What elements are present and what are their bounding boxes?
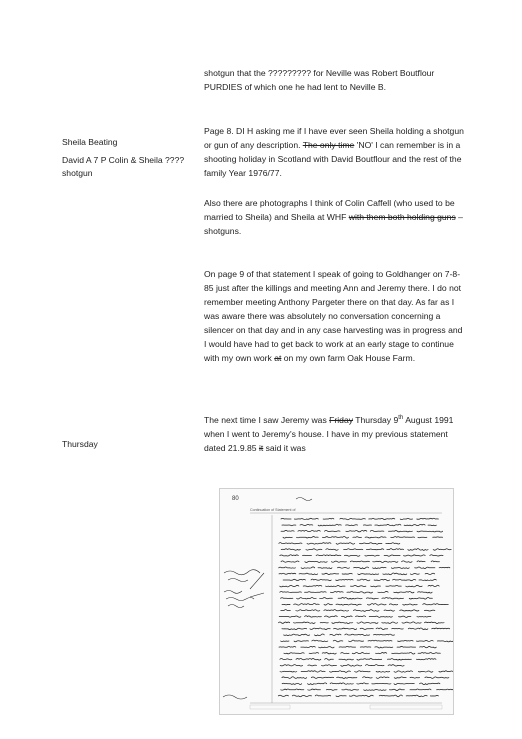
handwriting-word — [297, 598, 317, 600]
handwriting-word — [432, 628, 450, 629]
handwriting-word — [323, 518, 334, 519]
handwriting-word — [324, 610, 349, 611]
paragraph-text: said it was — [263, 443, 306, 453]
handwriting-word — [306, 549, 322, 550]
handwriting-word — [428, 585, 439, 586]
handwriting-word — [437, 689, 453, 690]
handwriting-word — [281, 530, 294, 531]
paragraph-text: on my own farm Oak House Farm. — [281, 353, 416, 363]
handwriting-word — [338, 567, 350, 568]
handwriting-word — [410, 677, 420, 678]
handwriting-word — [360, 543, 382, 544]
handwriting-word — [298, 530, 320, 531]
handwriting-word — [417, 617, 431, 618]
handwriting-word — [305, 616, 322, 617]
handwriting-word — [425, 573, 435, 574]
handwriting-word — [282, 628, 307, 629]
handwriting-word — [332, 622, 353, 623]
handwriting-word — [357, 622, 378, 623]
handwriting-word — [297, 537, 319, 538]
paragraph-next-time — [204, 413, 466, 455]
handwriting-word — [354, 567, 369, 569]
handwriting-word — [376, 628, 388, 630]
handwriting-word — [394, 671, 413, 672]
handwriting-word — [406, 585, 423, 587]
handwriting-word — [350, 561, 369, 562]
handwriting-word — [341, 616, 352, 617]
handwriting-word — [326, 586, 346, 587]
paragraph-text: Page 8. DI H asking me if I have ever seen Sheila holding a shotgun or gun of any description. — [204, 126, 464, 150]
paragraph-shotgun — [204, 66, 466, 94]
handwriting-word — [325, 659, 334, 661]
handwriting-word — [376, 672, 390, 673]
struck-text: The only time — [302, 140, 355, 150]
handwriting-word — [402, 622, 421, 623]
handwriting-word — [424, 610, 435, 611]
handwriting-word — [425, 622, 445, 624]
handwriting-word — [341, 665, 362, 667]
struck-text: it — [258, 443, 264, 453]
handwriting-word — [392, 652, 415, 654]
handwriting-word — [281, 641, 289, 642]
handwriting-word — [387, 549, 404, 550]
handwriting-word — [349, 695, 373, 697]
handwriting-word — [430, 695, 438, 696]
handwriting-word — [340, 518, 366, 519]
handwriting-word — [365, 537, 386, 538]
handwriting-word — [417, 518, 439, 519]
handwriting-word — [387, 659, 411, 660]
handwriting-word — [312, 640, 328, 641]
handwriting-word — [315, 695, 330, 696]
handwriting-word — [280, 658, 292, 659]
handwriting-word — [388, 531, 412, 532]
paragraph-text: Also there are photographs I think of Colin Caffell (who used to be married to Sheila) and Sheila at WHF — [204, 198, 455, 222]
handwriting-word — [337, 677, 357, 678]
handwriting-word — [357, 659, 382, 661]
handwriting-word — [391, 537, 415, 538]
handwriting-word — [418, 653, 440, 654]
handwriting-word — [389, 689, 404, 690]
handwriting-word — [357, 579, 370, 581]
handwriting-word — [384, 555, 400, 556]
handwriting-word — [428, 525, 436, 526]
handwriting-word — [433, 549, 451, 551]
handwriting-word — [382, 622, 398, 623]
paragraph-text: On page 9 of that statement I speak of going to Goldhanger on 7-8-85 just after the killings and meeting Ann and Jeremy there. I do not remember meeting Anthony Pargeter there on that day. As far as I was aware there was absolutely no conversation concerning a silencer on that day and in any case harvesting was in progress and I would have had to get back to work at an early stage to continue with my own work — [204, 269, 463, 363]
handwriting-word — [408, 628, 428, 630]
handwriting-word — [336, 579, 353, 580]
handwriting-word — [339, 659, 354, 660]
margin-note-david: David A 7 P Colin & Sheila ???? shotgun — [62, 155, 185, 178]
handwriting-word — [278, 695, 288, 696]
handwriting-word — [420, 646, 437, 647]
handwriting-word — [418, 592, 432, 593]
handwriting-word — [437, 641, 453, 642]
handwriting-word — [342, 689, 359, 690]
handwriting-word — [308, 683, 327, 685]
handwriting-word — [284, 634, 310, 636]
paragraph-text: – shotguns. — [204, 212, 463, 236]
handwriting-word — [331, 561, 346, 562]
handwriting-word — [284, 653, 304, 654]
handwriting-word — [369, 616, 392, 617]
handwriting-word — [334, 628, 357, 629]
handwriting-word — [349, 640, 364, 642]
handwriting-word — [322, 573, 339, 574]
handwriting-word — [366, 598, 378, 599]
handwriting-word — [371, 586, 381, 587]
handwriting-word — [292, 695, 311, 697]
handwriting-word — [409, 598, 432, 600]
paragraph-photographs — [204, 196, 466, 238]
handwriting-word — [280, 585, 299, 587]
handwriting-word — [330, 634, 341, 635]
handwriting-word — [439, 671, 453, 672]
handwriting-word — [281, 689, 304, 690]
handwriting-word — [280, 555, 299, 556]
handwriting-word — [416, 640, 433, 641]
handwriting-word — [368, 604, 387, 606]
handwriting-word — [357, 683, 369, 684]
handwriting-word — [360, 628, 373, 629]
paragraph-page8 — [204, 124, 466, 180]
paragraph-text: August 1991 when I went to Jeremy's house. I have in my previous statement dated 21.9.85 — [204, 415, 454, 453]
handwriting-word — [339, 646, 356, 647]
handwriting-word — [393, 579, 416, 580]
handwriting-word — [406, 695, 427, 696]
handwriting-word — [316, 555, 341, 556]
handwriting-word — [415, 567, 435, 569]
handwriting-word — [301, 567, 315, 569]
superscript: th — [398, 415, 404, 422]
handwriting-word — [364, 690, 386, 691]
handwriting-word — [279, 567, 296, 568]
handwriting-word — [356, 616, 366, 617]
handwriting-word — [300, 524, 313, 525]
handwriting-word — [338, 598, 362, 599]
handwriting-word — [281, 610, 291, 611]
handwriting-word — [308, 665, 317, 666]
handwriting-word — [420, 683, 440, 685]
handwriting-word — [307, 543, 331, 544]
handwriting-word — [378, 591, 388, 592]
handwriting-word — [283, 537, 292, 538]
handwriting-word — [431, 561, 439, 562]
handwriting-word — [376, 653, 387, 654]
handwriting-word — [374, 579, 390, 580]
handwriting-word — [374, 634, 395, 635]
handwriting-word — [296, 610, 320, 611]
handwriting-word — [353, 537, 362, 538]
handwriting-word — [417, 531, 443, 532]
handwriting-word — [333, 640, 343, 642]
handwriting-word — [402, 561, 413, 563]
handwriting-word — [373, 561, 398, 562]
handwriting-word — [281, 549, 300, 550]
paragraph-page9 — [204, 267, 466, 365]
handwriting-word — [296, 659, 321, 661]
handwriting-word — [347, 592, 373, 593]
handwriting-word — [425, 677, 449, 679]
handwriting-word — [363, 677, 373, 678]
handwriting-word — [322, 665, 337, 666]
handwriting-word — [352, 652, 369, 653]
handwriting-word — [301, 647, 316, 648]
handwriting-word — [309, 653, 319, 654]
handwriting-word — [399, 616, 411, 617]
handwriting-word — [279, 616, 301, 617]
handwriting-word — [404, 524, 425, 525]
handwriting-word — [294, 641, 309, 642]
handwriting-word — [310, 628, 330, 629]
handwriting-word — [418, 671, 432, 672]
handwriting-word — [373, 567, 386, 568]
handwriting-word — [394, 683, 414, 684]
paragraph-text: 'NO' I can remember is in a shooting holiday in Scotland with David Boutflour and the rest of the family Year 1976/77. — [204, 140, 462, 178]
handwriting-word — [389, 604, 397, 605]
handwriting-word — [382, 598, 404, 599]
handwriting-word — [416, 658, 436, 659]
handwriting-word — [311, 677, 333, 678]
handwriting-word — [345, 634, 370, 636]
handwriting-word — [325, 616, 338, 617]
handwriting-word — [336, 543, 355, 544]
handwriting-word — [404, 555, 426, 556]
handwriting-word — [280, 671, 297, 672]
handwriting-word — [353, 610, 379, 612]
handwriting-word — [397, 646, 416, 647]
handwriting-word — [410, 689, 431, 690]
handwriting-word — [336, 604, 361, 605]
margin-note-sheila: Sheila Beating — [62, 137, 118, 147]
handwriting-word — [410, 574, 419, 575]
handwriting-word — [379, 695, 402, 697]
handwriting-word — [283, 579, 305, 580]
handwriting-word — [365, 665, 384, 666]
paragraph-text: The next time I saw Jeremy was — [204, 415, 330, 425]
paragraph-text: Thursday 9 — [353, 415, 399, 425]
handwriting-word — [320, 598, 333, 599]
handwriting-word — [366, 549, 383, 550]
handwriting-word — [341, 653, 349, 654]
handwriting-word — [279, 573, 296, 574]
handwriting-word — [279, 646, 296, 647]
struck-text: Friday — [329, 415, 354, 425]
handwriting-word — [311, 579, 331, 581]
handwriting-word — [330, 671, 351, 673]
handwriting-word — [282, 525, 296, 526]
handwriting-word — [308, 689, 321, 690]
handwriting-word — [282, 683, 302, 684]
handwriting-word — [383, 573, 407, 575]
handwriting-word — [318, 524, 341, 526]
handwriting-word — [305, 561, 327, 562]
handwriting-word — [303, 586, 322, 587]
handwriting-word — [394, 677, 406, 678]
handwriting-word — [293, 622, 315, 623]
handwriting-word — [280, 592, 302, 593]
struck-text: at — [274, 353, 282, 363]
handwriting-word — [326, 689, 337, 690]
handwriting-word — [314, 634, 324, 636]
handwriting-word — [403, 604, 417, 605]
handwriting-word — [282, 677, 307, 679]
handwriting-word — [376, 677, 389, 678]
handwriting-word — [344, 555, 360, 556]
handwriting-word — [430, 555, 443, 556]
handwriting-word — [301, 671, 325, 672]
handwriting-word — [294, 518, 318, 519]
handwriting-word — [384, 610, 394, 611]
handwriting-word — [342, 573, 352, 574]
paragraph-text: shotgun that the ????????? for Neville was Robert Boutflour PURDIES of which one he had lent to Neville B. — [204, 68, 435, 92]
handwriting-word — [391, 567, 409, 568]
handwriting-image — [220, 489, 453, 714]
handwriting-word — [319, 647, 334, 648]
handwriting-word — [392, 628, 404, 629]
handwriting-word — [279, 622, 290, 623]
handwriting-word — [336, 696, 346, 697]
margin-note-thursday: Thursday — [62, 439, 98, 449]
handwriting-word — [281, 561, 299, 562]
handwriting-word — [279, 543, 302, 544]
handwriting-word — [281, 598, 293, 599]
handwriting-word — [346, 530, 367, 531]
handwriting-word — [355, 671, 371, 672]
handwriting-word — [398, 641, 414, 642]
handwriting-word — [294, 604, 320, 606]
scan-header: Continuation of Statement of — [250, 508, 296, 512]
handwriting-word — [305, 592, 327, 593]
handwriting-word — [370, 530, 384, 531]
handwriting-word — [439, 567, 450, 568]
handwriting-word — [322, 653, 336, 655]
handwriting-word — [346, 525, 358, 526]
handwriting-word — [417, 561, 425, 562]
handwriting-word — [365, 555, 380, 556]
handwriting-word — [372, 683, 391, 684]
handwriting-word — [400, 519, 412, 520]
handwriting-word — [375, 647, 393, 648]
handwriting-word — [358, 574, 379, 575]
handwriting-word — [375, 524, 401, 525]
handwriting-word — [419, 579, 436, 580]
handwriting-word — [326, 549, 338, 551]
struck-text: with them both holding guns — [348, 212, 456, 222]
handwriting-word — [394, 592, 414, 593]
handwriting-word — [318, 568, 332, 569]
handwriting-word — [299, 573, 318, 574]
handwriting-word — [386, 586, 402, 587]
handwriting-word — [325, 530, 341, 531]
handwriting-word — [388, 665, 404, 666]
handwriting-word — [369, 518, 395, 519]
handwriting-word — [350, 586, 366, 587]
handwriting-word — [280, 665, 302, 666]
handwriting-word — [324, 604, 332, 605]
handwriting-word — [408, 549, 428, 551]
handwriting-word — [330, 683, 353, 684]
scanned-handwritten-page — [219, 488, 454, 715]
handwriting-word — [423, 604, 449, 605]
handwriting-word — [368, 640, 392, 641]
handwriting-word — [330, 591, 343, 592]
handwriting-word — [400, 610, 419, 611]
handwriting-word — [344, 549, 363, 550]
scan-page-number: 80 — [232, 496, 239, 502]
handwriting-word — [322, 537, 348, 539]
handwriting-word — [386, 543, 400, 544]
